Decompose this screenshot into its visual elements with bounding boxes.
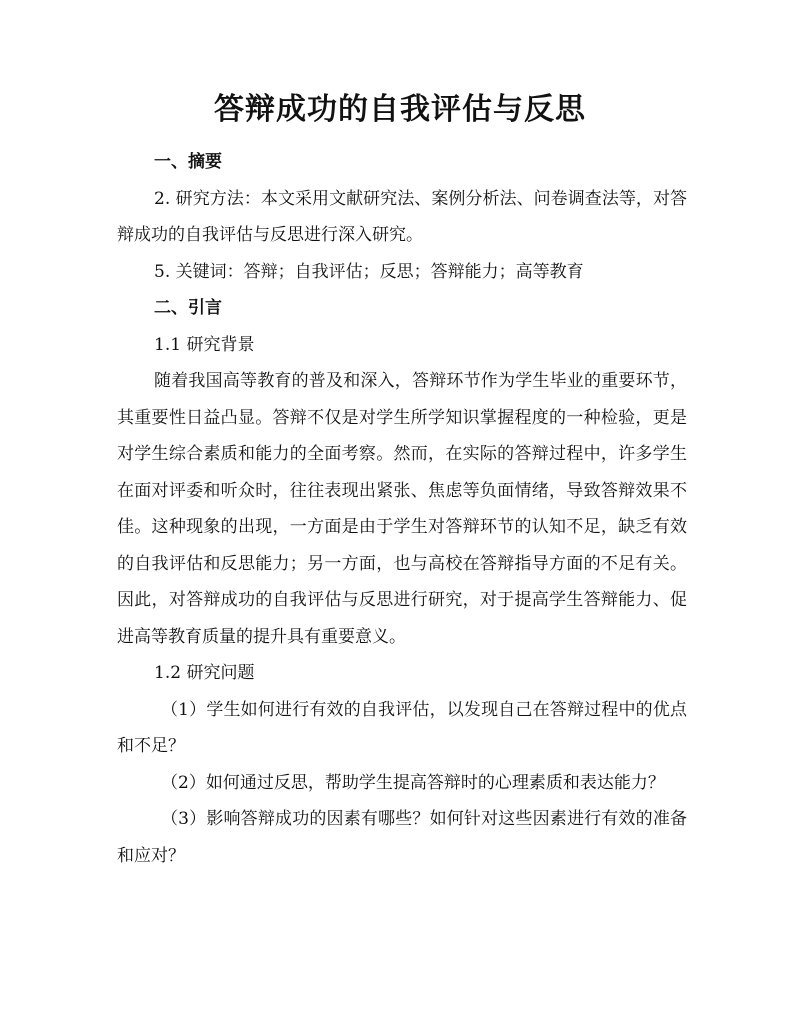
background-subheading: 1.1 研究背景 [154, 334, 255, 355]
research-question-3: （3）影响答辩成功的因素有哪些？如何针对这些因素进行有效的准备和应对？ [117, 809, 687, 866]
background-paragraph: 随着我国高等教育的普及和深入，答辩环节作为学生毕业的重要环节，其重要性日益凸显。答辩不仅是对学生所学知识掌握程度的一种检验，更是对学生综合素质和能力的全面考察。然而，在实际的答辩过程中，许多学生在面对评委和听众时，往往表现出紧张、焦虑等负面情绪，导致答辩效果不佳。这种现象的出现，一方面是由于学生对答辩环节的认知不足，缺乏有效的自我评估和反思能力；另一方面，也与高校在答辩指导方面的不足有关。因此，对答辩成功的自我评估与反思进行研究，对于提高学生答辩能力、促进高等教育质量的提升具有重要意义。 [117, 371, 687, 647]
questions-subheading: 1.2 研究问题 [154, 663, 255, 683]
intro-heading: 二、引言 [154, 298, 222, 318]
research-question-2: （2）如何通过反思，帮助学生提高答辩时的心理素质和表达能力？ [161, 772, 665, 793]
research-question-1: （1）学生如何进行有效的自我评估，以发现自己在答辩过程中的优点和不足？ [117, 699, 687, 756]
document-body [117, 144, 687, 874]
document-title: 答辩成功的自我评估与反思 [214, 92, 586, 127]
abstract-heading: 一、摘要 [154, 152, 222, 172]
abstract-keywords-paragraph: 5. 关键词：答辩；自我评估；反思；答辩能力；高等教育 [154, 261, 584, 282]
abstract-method-paragraph: 2. 研究方法：本文采用文献研究法、案例分析法、问卷调查法等，对答辩成功的自我评估与反思进行深入研究。 [117, 188, 687, 245]
